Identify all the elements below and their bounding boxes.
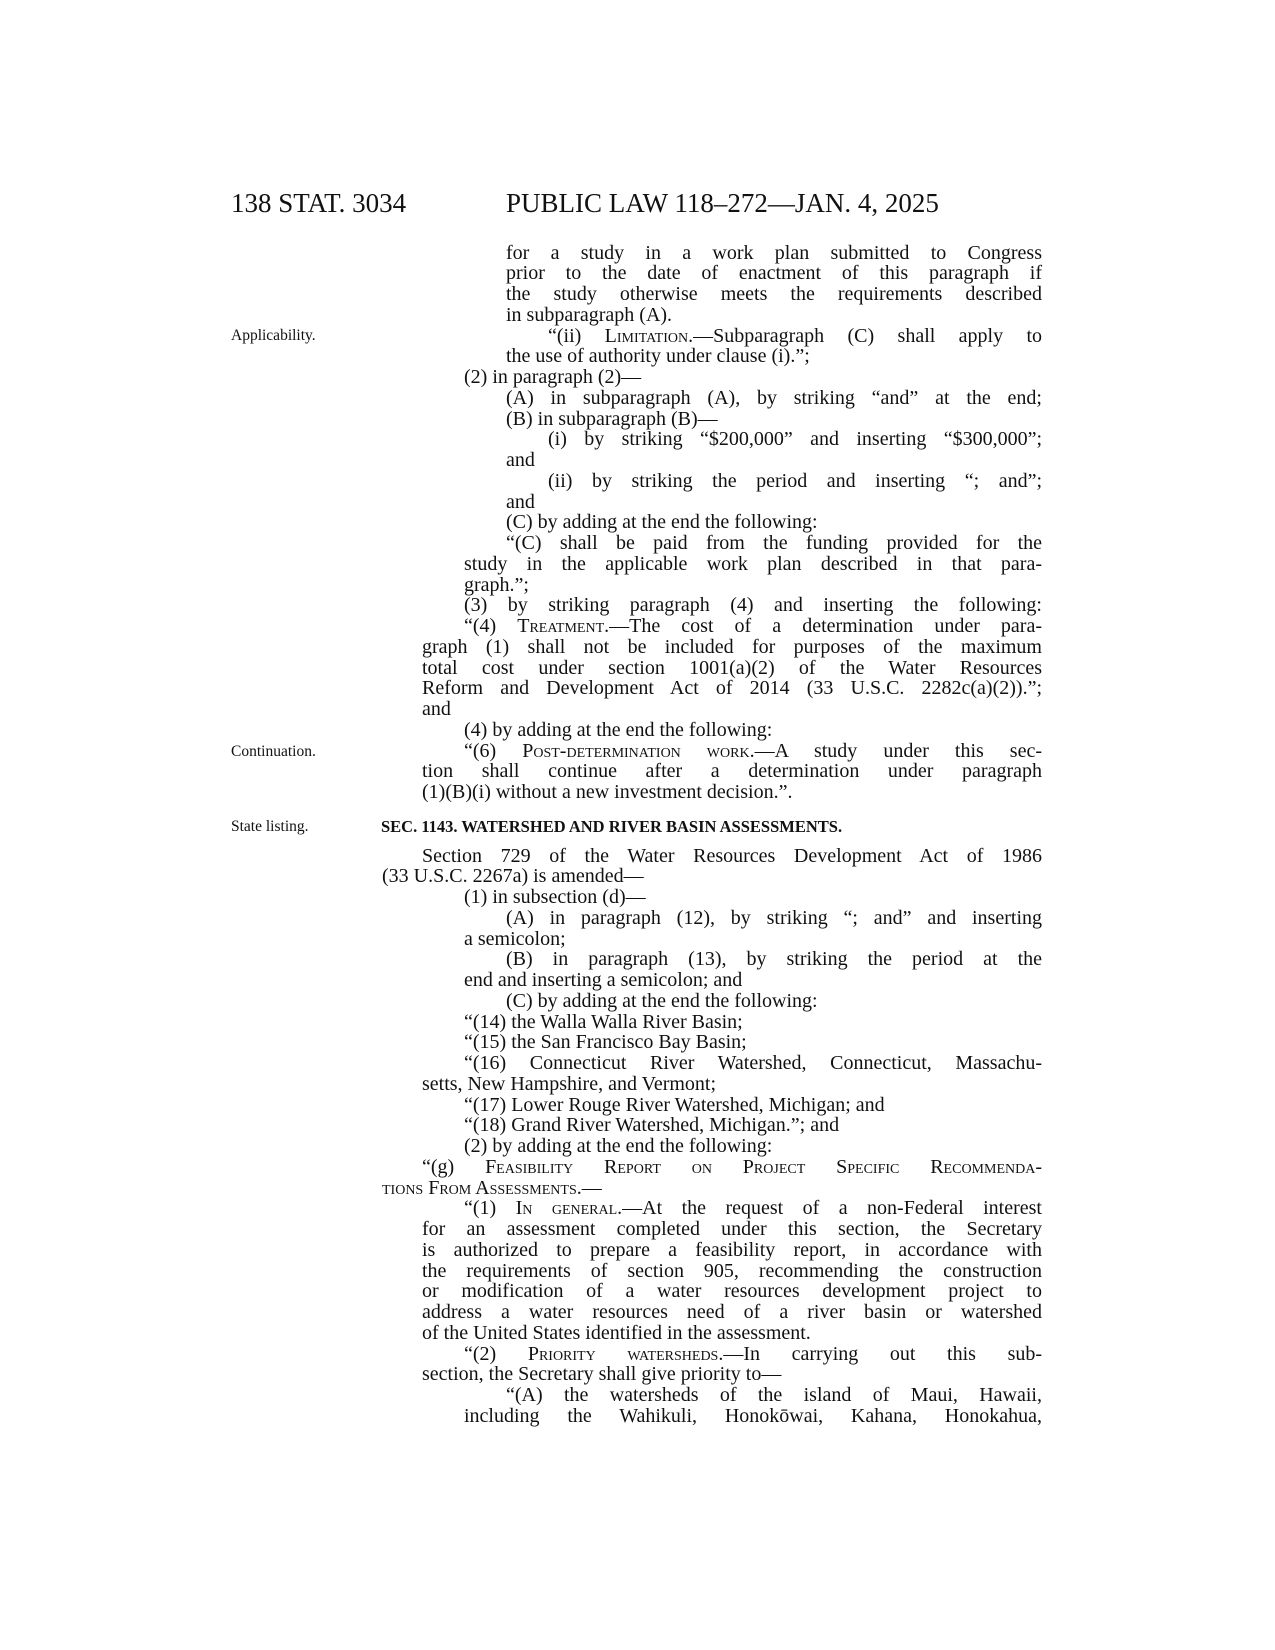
text-segment: (2) in paragraph (2)— bbox=[464, 366, 642, 388]
text-line bbox=[422, 678, 1042, 699]
text-segment: address a water resources need of a river basin or watershed bbox=[422, 1301, 1042, 1323]
text-segment: for a study in a work plan submitted to Congress bbox=[506, 241, 1042, 264]
text-segment: .—In carrying out this sub- bbox=[718, 1342, 1043, 1365]
text-segment: (3) by striking paragraph (4) and inserting the following: bbox=[464, 594, 1042, 617]
text-line bbox=[422, 637, 1042, 658]
law-title: PUBLIC LAW 118–272—JAN. 4, 2025 bbox=[506, 188, 939, 218]
text-segment: prior to the date of enactment of this paragraph if bbox=[506, 262, 1042, 285]
text-segment: “(16) Connecticut River Watershed, Connecticut, Massachu- bbox=[464, 1052, 1042, 1074]
text-line bbox=[464, 929, 566, 950]
text-segment: “(17) Lower Rouge River Watershed, Michigan; and bbox=[464, 1093, 885, 1116]
text-line bbox=[464, 1053, 1042, 1074]
margin-note-continuation: Continuation. bbox=[231, 743, 316, 760]
text-line bbox=[548, 471, 1042, 492]
text-line bbox=[422, 699, 451, 720]
text-line bbox=[506, 305, 672, 326]
text-line bbox=[506, 243, 1042, 264]
text-line bbox=[506, 409, 718, 430]
text-segment: “(g) bbox=[422, 1155, 486, 1178]
text-segment: “(14) the Walla Walla River Basin; bbox=[464, 1010, 743, 1033]
text-segment: is authorized to prepare a feasibility report, in accordance with bbox=[422, 1238, 1042, 1261]
text-segment: or modification of a water resources development project to bbox=[422, 1280, 1042, 1303]
text-segment: (C) by adding at the end the following: bbox=[506, 989, 818, 1012]
text-line bbox=[382, 1178, 602, 1199]
text-segment: end and inserting a semicolon; and bbox=[464, 969, 743, 991]
small-caps-heading: Priority watersheds bbox=[527, 1342, 719, 1365]
text-segment: (ii) by striking the period and inserting “; and”; bbox=[548, 469, 1042, 492]
text-line bbox=[422, 846, 1042, 867]
text-segment: “(18) Grand River Watershed, Michigan.”; and bbox=[464, 1114, 840, 1137]
text-line bbox=[464, 970, 742, 991]
text-line bbox=[464, 595, 1042, 616]
text-line bbox=[464, 1032, 747, 1053]
text-line bbox=[464, 616, 1042, 637]
text-segment: (1) in subsection (d)— bbox=[464, 886, 646, 908]
text-line bbox=[506, 388, 1042, 409]
text-line bbox=[506, 346, 810, 367]
text-segment: (C) by adding at the end the following: bbox=[506, 511, 818, 534]
text-segment: “(1) bbox=[464, 1197, 516, 1220]
small-caps-heading: tions From Assessments bbox=[382, 1176, 577, 1199]
text-segment: “(C) shall be paid from the funding provided for the bbox=[506, 532, 1042, 554]
text-line bbox=[422, 1364, 781, 1385]
text-segment: “(A) the watersheds of the island of Maui, Hawaii, bbox=[506, 1384, 1042, 1406]
text-line bbox=[464, 1115, 839, 1136]
text-line bbox=[506, 949, 1042, 970]
text-line bbox=[422, 658, 1042, 679]
section-heading: SEC. 1143. WATERSHED AND RIVER BASIN ASSESSMENTS. bbox=[381, 817, 843, 836]
text-segment: total cost under section 1001(a)(2) of the Water Resources bbox=[422, 656, 1042, 679]
text-segment: (1)(B)(i) without a new investment decision.”. bbox=[422, 781, 793, 803]
text-line bbox=[464, 1095, 885, 1116]
margin-note-state-listing: State listing. bbox=[231, 818, 309, 835]
small-caps-heading: Feasibility Report on Project Specific Recommenda- bbox=[485, 1155, 1043, 1178]
text-segment: the use of authority under clause (i).”; bbox=[506, 345, 810, 368]
text-segment: and bbox=[506, 490, 535, 513]
text-segment: the study otherwise meets the requirements described bbox=[506, 283, 1042, 305]
text-line bbox=[464, 1136, 772, 1157]
text-line bbox=[422, 761, 1042, 782]
small-caps-heading: In general bbox=[515, 1197, 618, 1220]
text-line bbox=[464, 554, 1042, 575]
text-line bbox=[422, 1323, 811, 1344]
text-segment: Section 729 of the Water Resources Development Act of 1986 bbox=[422, 844, 1042, 867]
text-segment: and bbox=[422, 698, 451, 720]
text-segment: (4) by adding at the end the following: bbox=[464, 718, 773, 741]
text-line bbox=[506, 450, 535, 471]
text-line bbox=[506, 1385, 1042, 1406]
text-segment: (i) by striking “$200,000” and inserting “$300,000”; bbox=[548, 428, 1042, 451]
text-line bbox=[422, 1261, 1042, 1282]
text-segment: .— bbox=[576, 1176, 602, 1199]
small-caps-heading: Treatment bbox=[517, 615, 605, 637]
text-segment: “(6) bbox=[464, 739, 523, 762]
stat-page-number: 138 STAT. 3034 bbox=[231, 188, 407, 218]
text-segment: in subparagraph (A). bbox=[506, 303, 673, 326]
text-line bbox=[464, 887, 646, 908]
text-line bbox=[464, 1406, 1042, 1427]
text-segment: a semicolon; bbox=[464, 927, 566, 950]
text-segment: .—A study under this sec- bbox=[749, 739, 1043, 762]
text-line bbox=[422, 1281, 1042, 1302]
text-segment: (B) in paragraph (13), by striking the period at the bbox=[506, 948, 1042, 971]
small-caps-heading: Post-determination work bbox=[522, 739, 750, 762]
text-line bbox=[506, 263, 1042, 284]
text-line bbox=[506, 533, 1042, 554]
text-line bbox=[464, 367, 641, 388]
text-segment: including the Wahikuli, Honokōwai, Kahana, Honokahua, bbox=[464, 1404, 1042, 1427]
text-segment: (2) by adding at the end the following: bbox=[464, 1135, 773, 1157]
text-line bbox=[422, 1302, 1042, 1323]
text-segment: “(ii) bbox=[548, 324, 605, 347]
text-line bbox=[422, 1240, 1042, 1261]
text-segment: study in the applicable work plan described in that para- bbox=[464, 552, 1042, 575]
text-segment: (33 U.S.C. 2267a) is amended— bbox=[382, 865, 644, 888]
text-segment: tion shall continue after a determination under paragraph bbox=[422, 760, 1042, 783]
text-segment: of the United States identified in the assessment. bbox=[422, 1321, 811, 1344]
text-line bbox=[506, 908, 1042, 929]
text-line bbox=[548, 326, 1042, 347]
text-segment: for an assessment completed under this section, the Secretary bbox=[422, 1218, 1042, 1240]
text-line bbox=[382, 866, 644, 887]
text-segment: graph.”; bbox=[464, 573, 529, 596]
text-segment: “(15) the San Francisco Bay Basin; bbox=[464, 1031, 747, 1054]
text-segment: graph (1) shall not be included for purposes of the maximum bbox=[422, 635, 1042, 658]
text-segment: (B) in subparagraph (B)— bbox=[506, 407, 718, 430]
text-line bbox=[506, 512, 818, 533]
text-line bbox=[422, 782, 792, 803]
text-line bbox=[422, 1219, 1042, 1240]
text-segment: setts, New Hampshire, and Vermont; bbox=[422, 1072, 717, 1095]
text-segment: “(2) bbox=[464, 1342, 528, 1365]
text-segment: (A) in paragraph (12), by striking “; and” and inserting bbox=[506, 906, 1042, 929]
text-segment: section, the Secretary shall give priority to— bbox=[422, 1363, 782, 1386]
text-segment: Reform and Development Act of 2014 (33 U.S.C. 2282c(a)(2)).”; bbox=[422, 677, 1042, 700]
text-segment: and bbox=[506, 449, 535, 471]
text-line bbox=[506, 991, 818, 1012]
text-line bbox=[464, 1012, 743, 1033]
text-line bbox=[422, 1157, 1042, 1178]
text-line bbox=[506, 492, 535, 513]
text-line bbox=[464, 1198, 1042, 1219]
text-segment: .—At the request of a non-Federal interest bbox=[617, 1197, 1042, 1220]
text-segment: the requirements of section 905, recommending the construction bbox=[422, 1259, 1042, 1282]
text-line bbox=[464, 741, 1042, 762]
text-line bbox=[422, 1074, 716, 1095]
text-line bbox=[464, 1344, 1042, 1365]
text-segment: (A) in subparagraph (A), by striking “and” at the end; bbox=[506, 386, 1042, 409]
margin-note-applicability: Applicability. bbox=[231, 327, 316, 344]
text-segment: .—Subparagraph (C) shall apply to bbox=[688, 324, 1043, 347]
text-line bbox=[464, 720, 772, 741]
text-segment: “(4) bbox=[464, 615, 518, 637]
text-line bbox=[548, 429, 1042, 450]
text-line bbox=[464, 575, 529, 596]
text-segment: .—The cost of a determination under para- bbox=[604, 615, 1042, 637]
small-caps-heading: Limitation bbox=[604, 324, 689, 347]
text-line bbox=[506, 284, 1042, 305]
